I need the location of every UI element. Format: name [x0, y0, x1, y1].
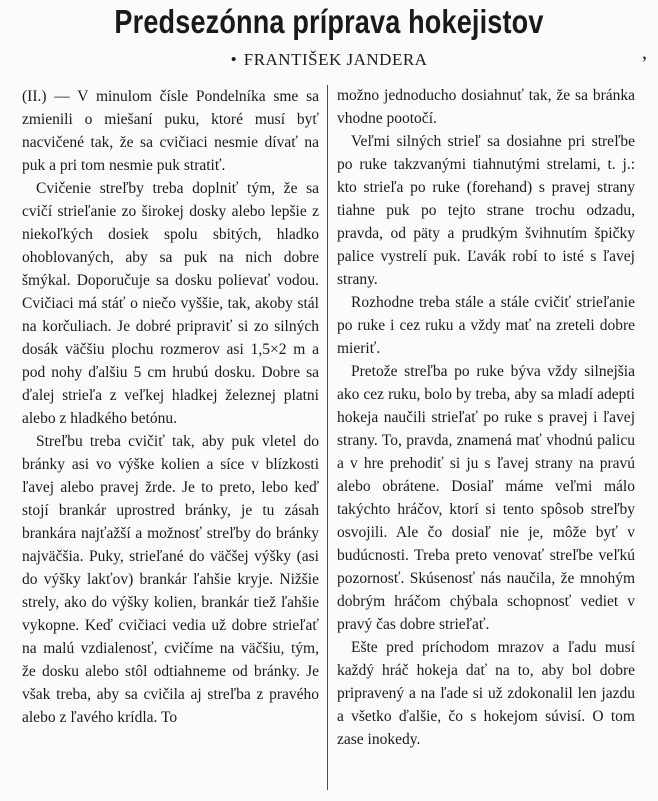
right-column: [337, 84, 635, 751]
paragraph: Cvičenie streľby treba doplniť tým, že sa cvičí strieľanie zo širokej dosky alebo lepšie z niekoľkých dosiek spolu sbitých, hladko ohoblovaných, aby sa puk na nich dobre šmýkal. Doporučuje sa dosku polievať vodou. Cvičiaci má stáť o niečo vyššie, tak, akoby stál na korčuliach. Je dobré pripraviť si zo silných dosák väčšiu plochu rozmerov asi 1,5×2 m a pod nohy ďalšiu 5 cm hrubú dosku. Dobre sa ďalej strieľa z veľkej hladkej železnej platni alebo z hladkého betónu.: [22, 180, 319, 427]
column-divider: [327, 85, 328, 790]
paragraph: Pretože streľba po ruke býva vždy silnejšia ako cez ruku, bolo by treba, aby sa mladí adepti hokeja naučili strieľať po ruke s pravej i ľavej strany. To, pravda, znamená mať vhodnú palicu a v hre prehodiť si ju s ľavej strany na pravú alebo obrátene. Dosiaľ máme veľmi málo takýchto hráčov, ktorí si tento spôsob streľby osvojili. Ale čo dosiaľ nie je, môže byť v budúcnosti. Treba preto venovať streľbe veľkú pozornosť. Skúsenosť nás naučila, že mnohým dobrým hráčom chýbala schopnosť vediet v pravý čas dobre strieľať.: [337, 363, 635, 633]
paragraph: Rozhodne treba stále a stále cvičiť strieľanie po ruke i cez ruku a vždy mať na zreteli dobre mieriť.: [337, 294, 635, 357]
paragraph: (II.) — V minulom čísle Pondelníka sme sa zmienili o miešaní puku, ktoré musí byť nacvičené tak, že sa cvičiaci nesmie dívať na puk a pri tom nesmie puk stratiť.: [22, 88, 319, 174]
byline-mark: •: [230, 50, 237, 69]
byline: [0, 50, 658, 70]
article-title: Predsezónna príprava hokejistov: [114, 3, 544, 40]
paragraph: Streľbu treba cvičiť tak, aby puk vletel do bránky asi vo výške kolien a síce v blízkosti ľavej alebo pravej žrde. Je to preto, lebo keď stojí brankár uprostred bránky, je tu zásah brankára najťažší a možnosť streľby do bránky najväčšia. Puky, strieľané do väčšej výšky (asi do výšky lakťov) brankár ľahšie kryje. Nižšie strely, ako do výšky kolien, brankár tiež ľahšie vykopne. Keď cvičiaci vedia už dobre strieľať na malú vzdialenosť, cvičíme na väčšiu, tým, že dosku alebo stôl odtiahneme od bránky. Je však treba, aby sa cvičila aj streľba z pravého alebo z ľavého krídla. To: [22, 433, 319, 726]
left-column: [22, 85, 319, 729]
paragraph: Ešte pred príchodom mrazov a ľadu musí každý hráč hokeja dať na to, aby bol dobre pripravený a na ľade si už zdokonalil len jazdu a všetko ďalšie, čo s hokejom súvisí. O tom zase inokedy.: [337, 639, 635, 748]
paragraph: Veľmi silných strieľ sa dosiahne pri streľbe po ruke takzvanými tiahnutými strelami, t. j.: kto strieľa po ruke (forehand) s pravej strany tiahne puk po tejto strane trochu odzadu, pravda, od päty a prudkým švihnutím špičky palice vystrelí puk. Ľavák robí to isté s ľavej strany.: [337, 133, 635, 288]
author-name: FRANTIŠEK JANDERA: [243, 50, 428, 69]
paragraph: možno jednoducho dosiahnuť tak, že sa bránka vhodne pootočí.: [337, 87, 635, 127]
edge-mark: ʼ: [641, 53, 648, 75]
